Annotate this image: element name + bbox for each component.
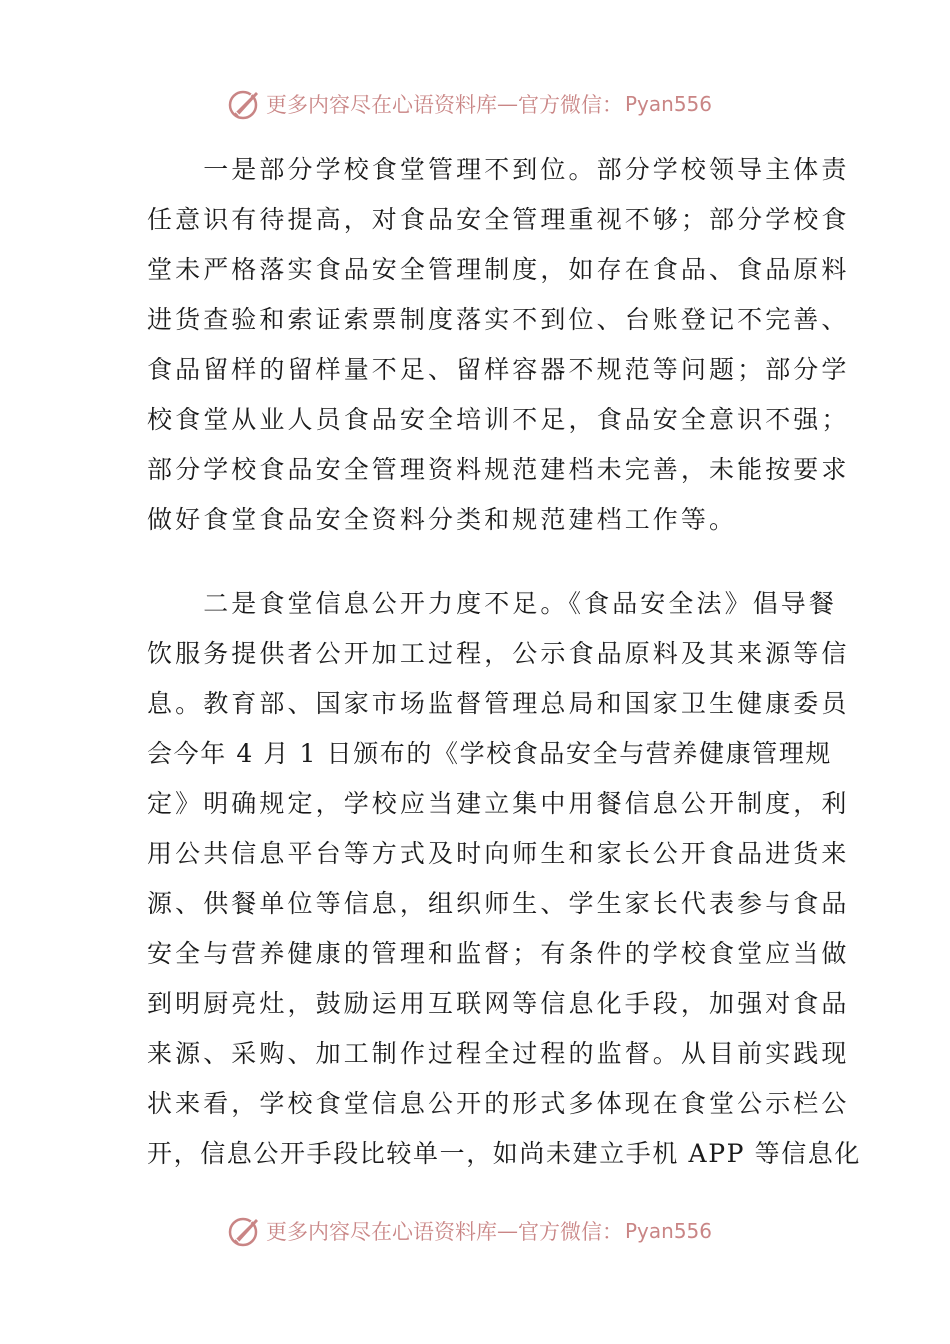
paragraph-line: 校食堂从业人员食品安全培训不足，食品安全意识不强；	[147, 405, 850, 434]
quill-pen-logo-icon	[226, 1213, 262, 1249]
quill-pen-logo-icon	[226, 86, 262, 122]
watermark-site-text: 更多内容尽在心语资料库	[266, 1220, 497, 1244]
paragraph-line: 源、供餐单位等信息，组织师生、学生家长代表参与食品	[147, 889, 850, 918]
watermark-wechat-id: Pyan556	[625, 92, 713, 116]
watermark-separator: —	[497, 92, 518, 116]
paragraph-line: 一是部分学校食堂管理不到位。部分学校领导主体责	[147, 155, 850, 184]
paragraph-line: 饮服务提供者公开加工过程，公示食品原料及其来源等信	[147, 639, 850, 668]
watermark-footer	[226, 1211, 712, 1251]
paragraph-line: 部分学校食品安全管理资料规范建档未完善，未能按要求	[147, 455, 850, 484]
paragraph-line: 任意识有待提高，对食品安全管理重视不够；部分学校食	[147, 205, 850, 234]
paragraph-line: 用公共信息平台等方式及时向师生和家长公开食品进货来	[147, 839, 850, 868]
paragraph-line: 做好食堂食品安全资料分类和规范建档工作等。	[147, 505, 738, 534]
watermark-separator: —	[497, 1219, 518, 1243]
paragraph-line: 息。教育部、国家市场监督管理总局和国家卫生健康委员	[147, 689, 850, 718]
paragraph-line: 堂未严格落实食品安全管理制度，如存在食品、食品原料	[147, 255, 850, 284]
paragraph-line: 来源、采购、加工制作过程全过程的监督。从目前实践现	[147, 1039, 850, 1068]
body-paragraph-1	[147, 145, 850, 545]
paragraph-line: 二是食堂信息公开力度不足。《食品安全法》倡导餐	[147, 589, 838, 618]
paragraph-line: 开，信息公开手段比较单一，如尚未建立手机 APP 等信息化	[147, 1139, 861, 1168]
watermark-site-text: 更多内容尽在心语资料库	[266, 93, 497, 117]
paragraph-line: 状来看，学校食堂信息公开的形式多体现在食堂公示栏公	[147, 1089, 850, 1118]
paragraph-line: 进货查验和索证索票制度落实不到位、台账登记不完善、	[147, 305, 850, 334]
watermark-wechat-label: 官方微信：	[518, 93, 623, 117]
paragraph-line: 安全与营养健康的管理和监督；有条件的学校食堂应当做	[147, 939, 850, 968]
paragraph-line: 到明厨亮灶，鼓励运用互联网等信息化手段，加强对食品	[147, 989, 850, 1018]
watermark-header	[226, 84, 712, 124]
paragraph-line: 食品留样的留样量不足、留样容器不规范等问题；部分学	[147, 355, 850, 384]
body-paragraph-2	[147, 579, 861, 1179]
watermark-wechat-label: 官方微信：	[518, 1220, 623, 1244]
watermark-wechat-id: Pyan556	[625, 1219, 713, 1243]
paragraph-line: 会今年 4 月 1 日颁布的《学校食品安全与营养健康管理规	[147, 739, 833, 768]
paragraph-line: 定》明确规定，学校应当建立集中用餐信息公开制度，利	[147, 789, 850, 818]
